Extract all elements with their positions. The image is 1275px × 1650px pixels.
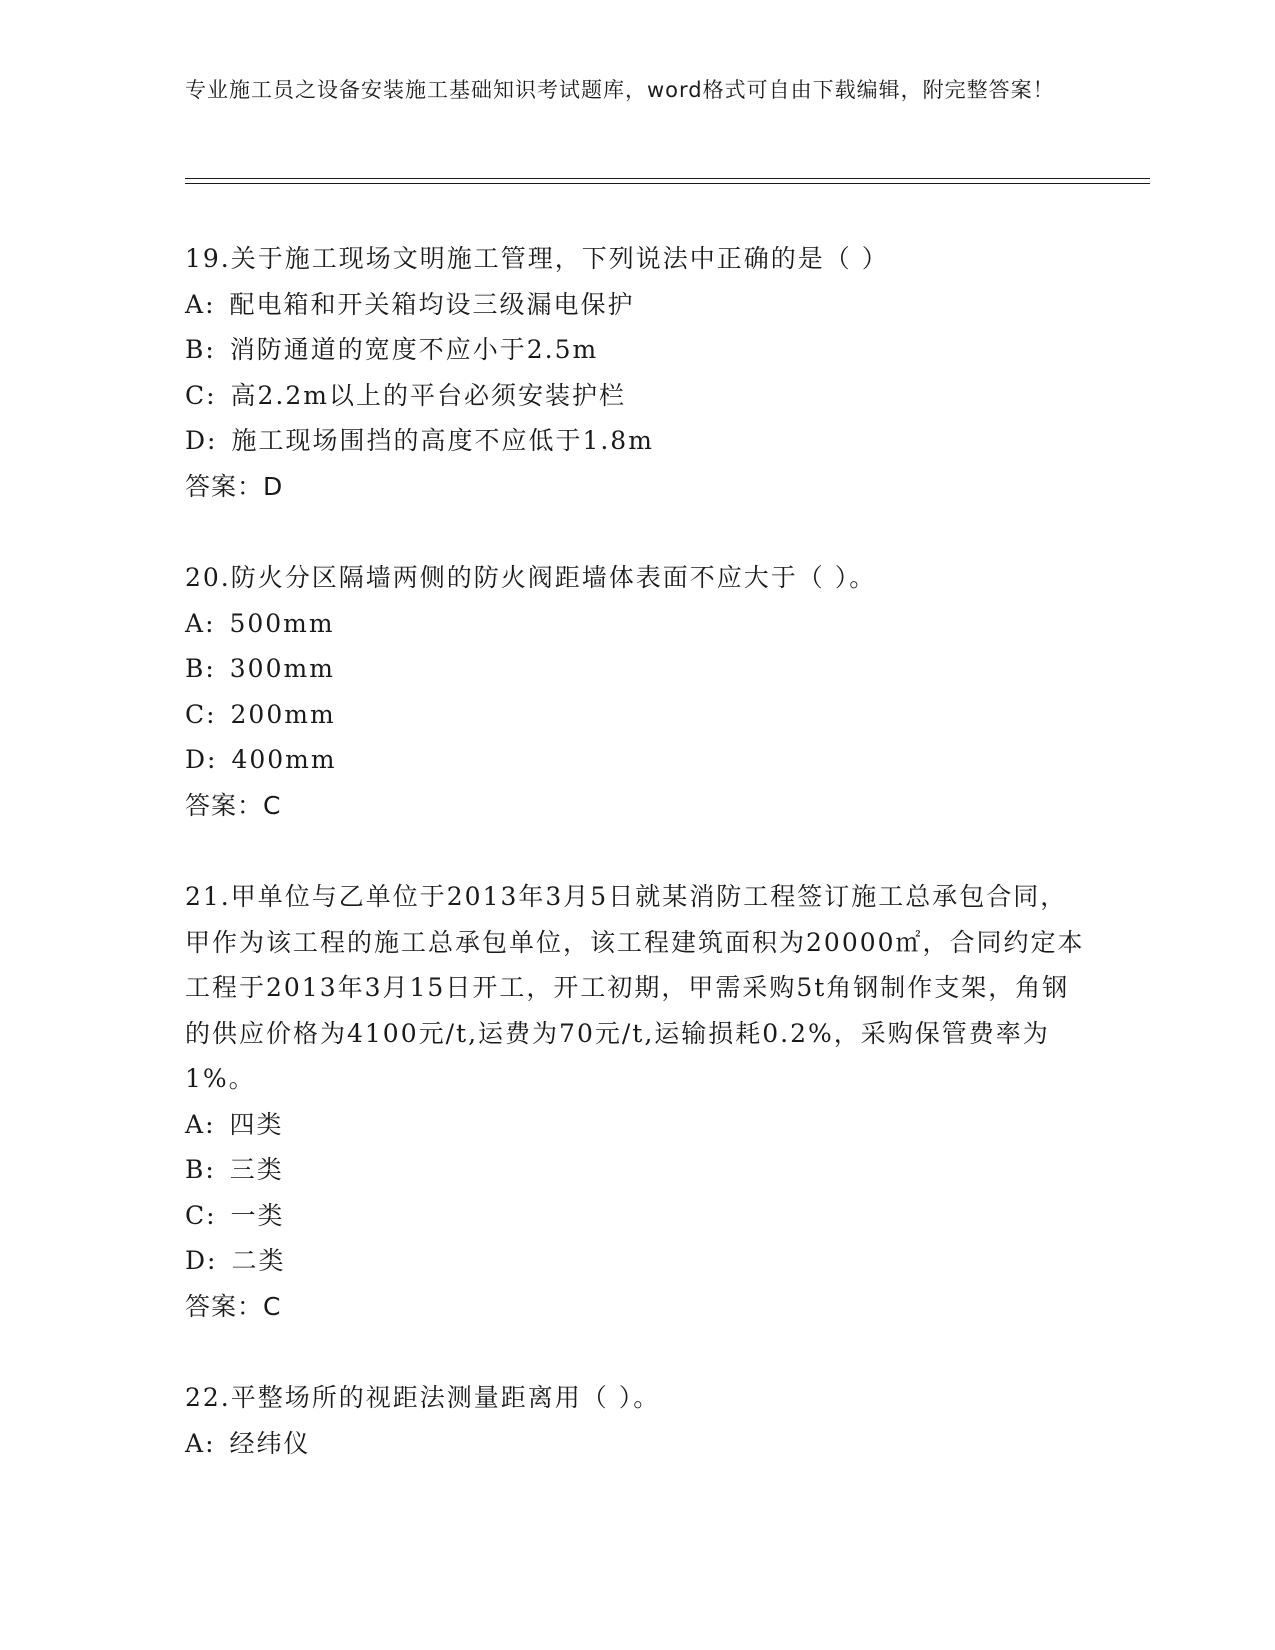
option-b: [185, 1147, 1085, 1193]
option-d: [185, 1238, 1085, 1284]
option-separator: :: [206, 380, 217, 410]
question-20: [185, 555, 1085, 828]
option-separator: :: [205, 1109, 216, 1139]
question-21: [185, 874, 1085, 1329]
option-separator: :: [207, 426, 218, 455]
option-text: 二类: [231, 1246, 286, 1275]
question-stem: [185, 874, 1085, 1102]
option-letter: D: [185, 745, 208, 774]
option-c: [185, 692, 1085, 738]
option-a: [185, 282, 1085, 328]
option-d: [185, 418, 1085, 464]
option-separator: :: [205, 608, 216, 638]
option-c: [185, 373, 1085, 419]
question-22: [185, 1375, 1085, 1466]
answer-value: C: [263, 1291, 282, 1321]
option-text: 配电箱和开关箱均设三级漏电保护: [229, 289, 635, 319]
option-text: 经纬仪: [229, 1428, 311, 1458]
option-d: [185, 737, 1085, 783]
question-number: 21.: [185, 882, 231, 911]
question-19: [185, 236, 1085, 509]
option-separator: :: [206, 1200, 217, 1230]
document-header: [185, 74, 1065, 106]
option-a: [185, 1421, 1085, 1467]
option-letter: A: [185, 289, 206, 319]
option-letter: A: [185, 608, 206, 638]
option-letter: D: [185, 426, 208, 455]
option-separator: :: [207, 745, 218, 774]
answer-label: 答案：: [185, 790, 264, 820]
answer-line: [185, 1284, 1085, 1330]
question-text: 关于施工现场文明施工管理，下列说法中正确的是（ ）: [230, 244, 889, 273]
question-stem: [185, 1375, 1085, 1421]
document-title: 专业施工员之设备安装施工基础知识考试题库，word格式可自由下载编辑，附完整答案！: [185, 78, 1055, 102]
option-letter: C: [185, 1200, 207, 1230]
option-text: 四类: [229, 1109, 284, 1139]
question-number: 19.: [185, 244, 231, 273]
option-letter: B: [185, 654, 206, 683]
answer-label: 答案：: [185, 471, 264, 501]
option-letter: C: [185, 699, 207, 729]
option-text: 三类: [229, 1155, 284, 1184]
option-letter: C: [185, 380, 207, 410]
option-separator: :: [207, 1246, 218, 1275]
option-a: [185, 1102, 1085, 1148]
option-text: 500mm: [229, 608, 335, 638]
answer-label: 答案：: [185, 1291, 264, 1321]
option-text: 高2.2m以上的平台必须安装护栏: [230, 380, 626, 410]
option-separator: :: [206, 699, 217, 729]
header-rule-top: [185, 178, 1150, 179]
option-separator: :: [205, 1428, 216, 1458]
question-list: [185, 236, 1085, 1512]
option-letter: A: [185, 1109, 206, 1139]
option-letter: B: [185, 1155, 206, 1184]
option-b: [185, 646, 1085, 692]
question-stem: [185, 236, 1085, 282]
header-rule-bottom: [185, 183, 1150, 184]
option-separator: :: [205, 335, 216, 364]
answer-value: D: [263, 471, 284, 501]
question-stem: [185, 555, 1085, 601]
option-separator: :: [205, 654, 216, 683]
option-letter: B: [185, 335, 206, 364]
question-text: 甲单位与乙单位于2013年3月5日就某消防工程签订施工总承包合同，甲作为该工程的施工总承包单位，该工程建筑面积为20000㎡，合同约定本工程于2013年3月15日开工，开工初期，甲需采购5t角钢制作支架，角钢的供应价格为4100元/t,运费为70元/t,运输损耗0.2%，采购保管费率为1%。: [185, 882, 1085, 1093]
question-text: 平整场所的视距法测量距离用（ ）。: [230, 1383, 661, 1412]
option-text: 施工现场围挡的高度不应低于1.8m: [231, 426, 654, 455]
option-separator: :: [205, 289, 216, 319]
answer-value: C: [263, 790, 282, 820]
option-b: [185, 327, 1085, 373]
option-letter: A: [185, 1428, 206, 1458]
answer-line: [185, 464, 1085, 510]
question-text: 防火分区隔墙两侧的防火阀距墙体表面不应大于（ ）。: [230, 563, 877, 592]
option-separator: :: [205, 1155, 216, 1184]
option-text: 消防通道的宽度不应小于2.5m: [229, 335, 599, 364]
option-text: 400mm: [231, 745, 337, 774]
option-a: [185, 601, 1085, 647]
question-number: 22.: [185, 1383, 231, 1412]
option-c: [185, 1193, 1085, 1239]
option-text: 200mm: [230, 699, 336, 729]
question-number: 20.: [185, 563, 231, 592]
option-text: 一类: [230, 1200, 285, 1230]
answer-line: [185, 783, 1085, 829]
option-letter: D: [185, 1246, 208, 1275]
option-text: 300mm: [229, 654, 335, 683]
